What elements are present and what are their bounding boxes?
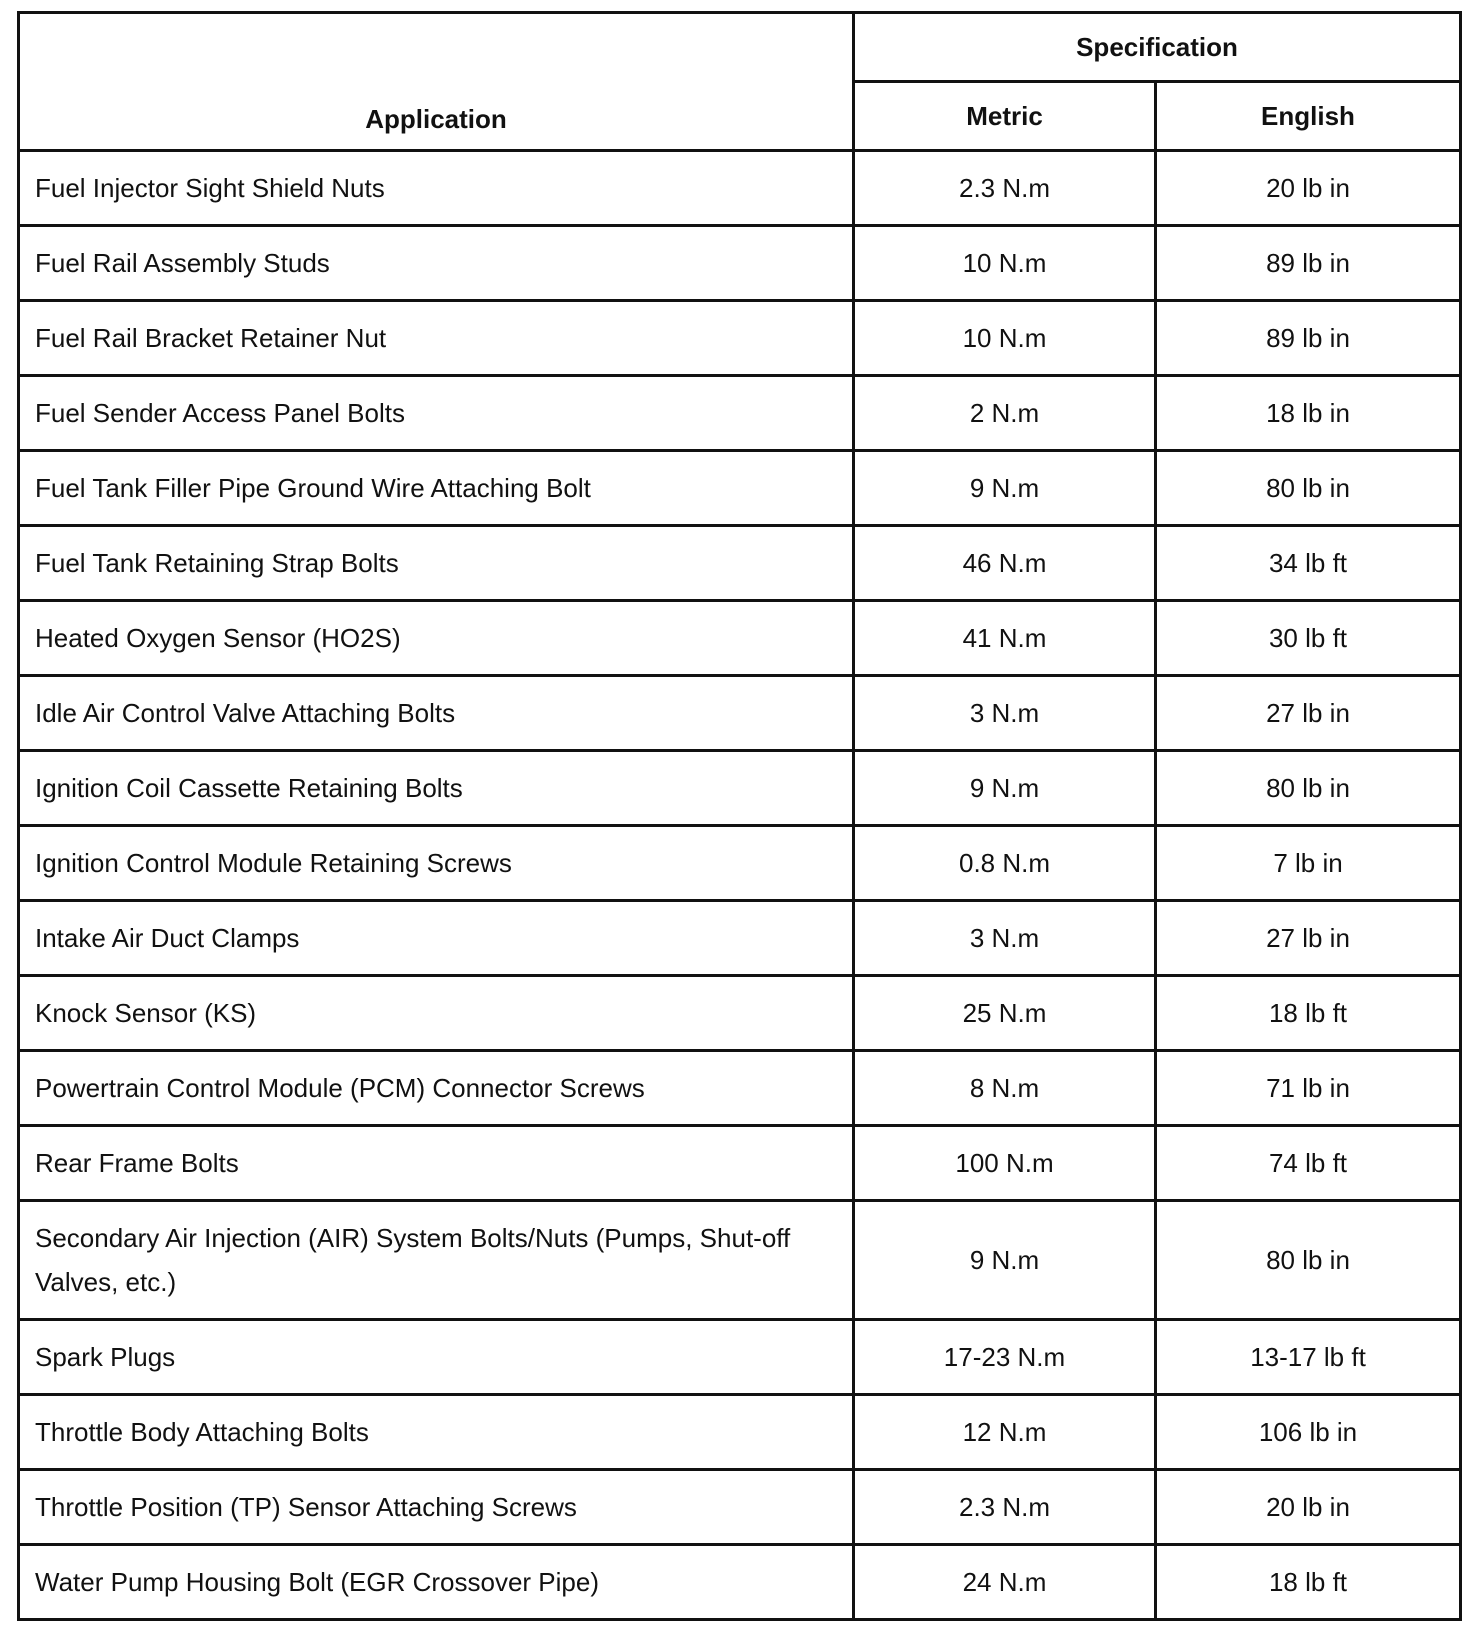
column-header-metric: Metric [854,82,1156,151]
cell-english: 89 lb in [1156,226,1461,301]
table-row [19,1126,1461,1201]
cell-application: Intake Air Duct Clamps [19,901,854,976]
table-row [19,451,1461,526]
cell-english: 18 lb ft [1156,1545,1461,1620]
header-row-top [19,13,1461,82]
cell-metric: 24 N.m [854,1545,1156,1620]
cell-english: 20 lb in [1156,1470,1461,1545]
cell-english: 18 lb ft [1156,976,1461,1051]
cell-english: 20 lb in [1156,151,1461,226]
cell-application: Ignition Control Module Retaining Screws [19,826,854,901]
cell-metric: 0.8 N.m [854,826,1156,901]
cell-english: 27 lb in [1156,901,1461,976]
cell-metric: 25 N.m [854,976,1156,1051]
table-row [19,676,1461,751]
table-row [19,226,1461,301]
cell-metric: 9 N.m [854,751,1156,826]
cell-english: 18 lb in [1156,376,1461,451]
cell-metric: 10 N.m [854,226,1156,301]
cell-application: Ignition Coil Cassette Retaining Bolts [19,751,854,826]
cell-application: Fuel Tank Filler Pipe Ground Wire Attaching Bolt [19,451,854,526]
cell-metric: 2.3 N.m [854,151,1156,226]
cell-application: Fuel Sender Access Panel Bolts [19,376,854,451]
cell-application: Throttle Position (TP) Sensor Attaching Screws [19,1470,854,1545]
table-row [19,376,1461,451]
cell-metric: 46 N.m [854,526,1156,601]
table-row [19,1395,1461,1470]
cell-metric: 17-23 N.m [854,1320,1156,1395]
table-row [19,1320,1461,1395]
table-row [19,151,1461,226]
cell-application: Knock Sensor (KS) [19,976,854,1051]
cell-english: 89 lb in [1156,301,1461,376]
cell-application: Powertrain Control Module (PCM) Connector Screws [19,1051,854,1126]
table-row [19,901,1461,976]
cell-application: Secondary Air Injection (AIR) System Bolts/Nuts (Pumps, Shut-off Valves, etc.) [19,1201,854,1320]
column-header-application: Application [19,13,854,151]
cell-metric: 2.3 N.m [854,1470,1156,1545]
cell-english: 80 lb in [1156,451,1461,526]
cell-metric: 8 N.m [854,1051,1156,1126]
cell-metric: 100 N.m [854,1126,1156,1201]
cell-english: 80 lb in [1156,751,1461,826]
table-row [19,826,1461,901]
cell-english: 106 lb in [1156,1395,1461,1470]
table-row [19,301,1461,376]
table-row [19,1545,1461,1620]
torque-spec-table [17,11,1462,1621]
cell-metric: 9 N.m [854,1201,1156,1320]
cell-english: 30 lb ft [1156,601,1461,676]
cell-english: 74 lb ft [1156,1126,1461,1201]
cell-metric: 41 N.m [854,601,1156,676]
column-header-specification: Specification [854,13,1461,82]
cell-english: 27 lb in [1156,676,1461,751]
table-row [19,751,1461,826]
cell-english: 34 lb ft [1156,526,1461,601]
cell-application: Rear Frame Bolts [19,1126,854,1201]
table-row [19,1051,1461,1126]
cell-english: 13-17 lb ft [1156,1320,1461,1395]
cell-metric: 9 N.m [854,451,1156,526]
table-row [19,1201,1461,1320]
cell-application: Idle Air Control Valve Attaching Bolts [19,676,854,751]
table-row [19,1470,1461,1545]
table-row [19,526,1461,601]
cell-application: Throttle Body Attaching Bolts [19,1395,854,1470]
cell-application: Fuel Rail Bracket Retainer Nut [19,301,854,376]
table-row [19,976,1461,1051]
cell-application: Water Pump Housing Bolt (EGR Crossover Pipe) [19,1545,854,1620]
cell-metric: 3 N.m [854,676,1156,751]
cell-application: Fuel Tank Retaining Strap Bolts [19,526,854,601]
column-header-english: English [1156,82,1461,151]
cell-english: 80 lb in [1156,1201,1461,1320]
cell-metric: 3 N.m [854,901,1156,976]
cell-metric: 10 N.m [854,301,1156,376]
cell-application: Spark Plugs [19,1320,854,1395]
table-row [19,601,1461,676]
cell-application: Fuel Injector Sight Shield Nuts [19,151,854,226]
cell-application: Heated Oxygen Sensor (HO2S) [19,601,854,676]
cell-metric: 2 N.m [854,376,1156,451]
cell-application: Fuel Rail Assembly Studs [19,226,854,301]
cell-english: 71 lb in [1156,1051,1461,1126]
cell-english: 7 lb in [1156,826,1461,901]
cell-metric: 12 N.m [854,1395,1156,1470]
